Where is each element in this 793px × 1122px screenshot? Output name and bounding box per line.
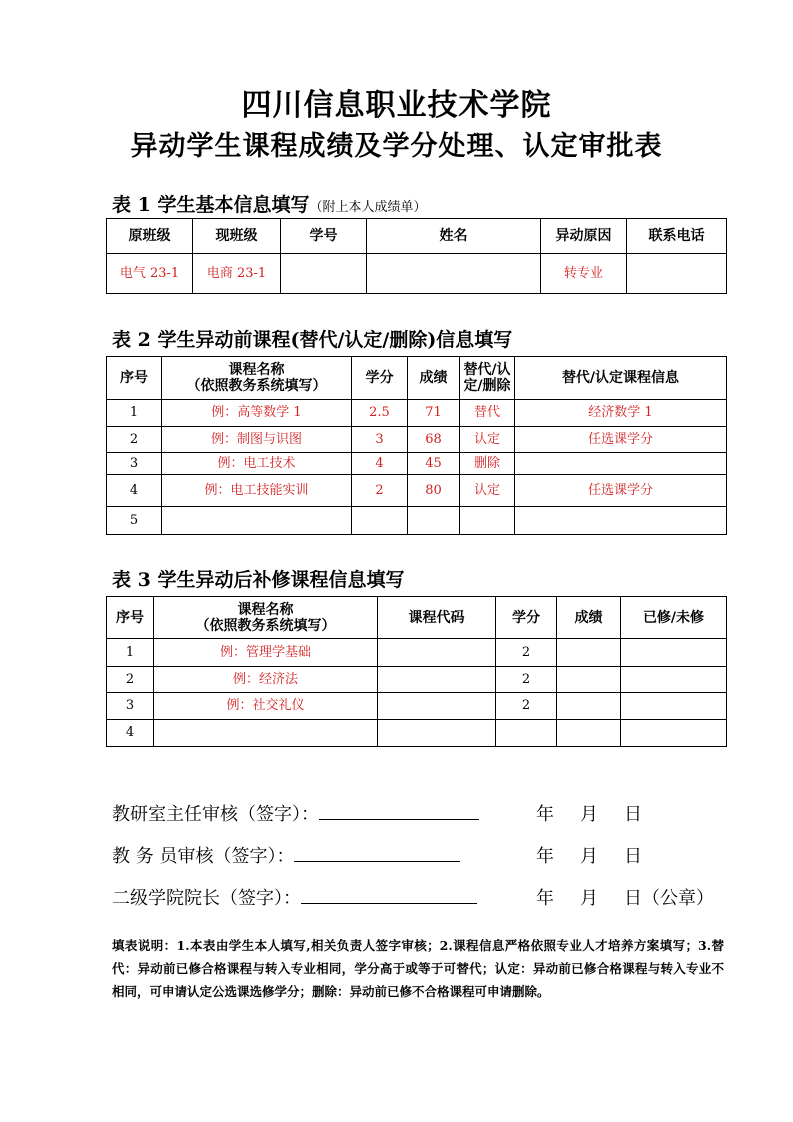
header-change-reason: 异动原因 [541, 219, 627, 254]
cell-credit[interactable] [352, 507, 408, 535]
prior-courses-table [106, 356, 727, 535]
cell-course-code[interactable] [378, 639, 496, 667]
cell-action[interactable]: 认定 [460, 475, 515, 507]
table3-heading: 表 3 学生异动后补修课程信息填写 [112, 569, 405, 591]
date-month: 月 [580, 846, 598, 867]
cell-score[interactable]: 45 [408, 453, 460, 475]
cell-score[interactable]: 80 [408, 475, 460, 507]
cell-course-name[interactable]: 例：管理学基础 [154, 639, 378, 667]
cell-course-name[interactable] [154, 720, 378, 747]
table1-heading [112, 190, 426, 217]
cell-score[interactable]: 68 [408, 427, 460, 453]
cell-score[interactable]: 71 [408, 400, 460, 427]
cell-replace-info[interactable] [515, 507, 727, 535]
cell-course-name[interactable] [162, 507, 352, 535]
signature-dean [112, 884, 477, 910]
table2-heading: 表 2 学生异动前课程(替代/认定/删除)信息填写 [112, 329, 513, 351]
cell-credit[interactable] [496, 720, 557, 747]
signature-director-line[interactable] [319, 803, 479, 820]
date-director [536, 800, 668, 826]
signature-clerk [112, 842, 460, 868]
cell-original-class[interactable]: 电气 23-1 [107, 254, 193, 294]
cell-completed[interactable] [621, 639, 727, 667]
cell-course-name[interactable]: 例：高等数学 1 [162, 400, 352, 427]
cell-replace-info[interactable] [515, 453, 727, 475]
cell-action[interactable]: 认定 [460, 427, 515, 453]
instructions-note: 填表说明：1.本表由学生本人填写,相关负责人签字审核；2.课程信息严格依照专业人才培养方案填写；3.替代：异动前已修合格课程与转入专业相同，学分高于或等于可替代；认定：异动前已修合格课程与转入专业不相同，可申请认定公选课选修学分；删除：异动前已修不合格课程可申请删除。 [112, 938, 724, 999]
date-day: 日 [624, 846, 642, 867]
cell-seq: 1 [107, 400, 162, 427]
signature-director [112, 800, 479, 826]
header-course-name: 课程名称 （依照教务系统填写） [154, 597, 378, 639]
cell-score[interactable] [557, 720, 621, 747]
cell-action[interactable]: 删除 [460, 453, 515, 475]
table-row [107, 507, 727, 535]
cell-seq: 2 [107, 427, 162, 453]
cell-credit[interactable]: 2.5 [352, 400, 408, 427]
cell-action[interactable] [460, 507, 515, 535]
date-month: 月 [580, 804, 598, 825]
header-course-name: 课程名称 （依照教务系统填写） [162, 357, 352, 400]
header-score: 成绩 [557, 597, 621, 639]
table-row [107, 400, 727, 427]
cell-seq: 2 [107, 667, 154, 693]
cell-phone[interactable] [627, 254, 727, 294]
header-completed: 已修/未修 [621, 597, 727, 639]
cell-current-class[interactable]: 电商 23-1 [193, 254, 281, 294]
cell-action[interactable]: 替代 [460, 400, 515, 427]
table1-heading-text: 表 1 学生基本信息填写 [112, 194, 310, 216]
cell-seq: 3 [107, 693, 154, 720]
signature-clerk-line[interactable] [294, 845, 460, 862]
cell-score[interactable] [557, 667, 621, 693]
header-seq: 序号 [107, 357, 162, 400]
cell-replace-info[interactable]: 任选课学分 [515, 427, 727, 453]
cell-score[interactable] [408, 507, 460, 535]
cell-seq: 3 [107, 453, 162, 475]
header-credit: 学分 [496, 597, 557, 639]
date-day: 日 [624, 804, 642, 825]
date-year: 年 [536, 888, 554, 909]
cell-course-name[interactable]: 例：制图与识图 [162, 427, 352, 453]
date-year: 年 [536, 804, 554, 825]
header-seq: 序号 [107, 597, 154, 639]
cell-replace-info[interactable]: 经济数学 1 [515, 400, 727, 427]
cell-course-code[interactable] [378, 693, 496, 720]
cell-course-name[interactable]: 例：经济法 [154, 667, 378, 693]
date-month: 月 [580, 888, 598, 909]
cell-course-name[interactable]: 例：社交礼仪 [154, 693, 378, 720]
cell-credit[interactable]: 2 [496, 693, 557, 720]
header-phone: 联系电话 [627, 219, 727, 254]
cell-score[interactable] [557, 639, 621, 667]
date-year: 年 [536, 846, 554, 867]
header-action: 替代/认 定/删除 [460, 357, 515, 400]
signature-clerk-label: 教 务 员审核（签字）： [112, 846, 295, 867]
school-title: 四川信息职业技术学院 [241, 88, 552, 123]
cell-completed[interactable] [621, 693, 727, 720]
cell-credit[interactable]: 2 [496, 639, 557, 667]
table-row [107, 427, 727, 453]
cell-course-name[interactable]: 例：电工技能实训 [162, 475, 352, 507]
table-row [107, 667, 727, 693]
header-course-code: 课程代码 [378, 597, 496, 639]
table1-note: （附上本人成绩单） [309, 200, 427, 215]
cell-seq: 4 [107, 720, 154, 747]
basic-info-table [106, 218, 727, 294]
signature-dean-line[interactable] [301, 887, 477, 904]
table-row [107, 639, 727, 667]
table-row [107, 475, 727, 507]
table-row [107, 693, 727, 720]
cell-course-code[interactable] [378, 720, 496, 747]
cell-score[interactable] [557, 693, 621, 720]
signature-director-label: 教研室主任审核（签字）： [112, 804, 319, 825]
signature-dean-label: 二级学院院长（签字）： [112, 888, 301, 909]
header-credit: 学分 [352, 357, 408, 400]
cell-seq: 5 [107, 507, 162, 535]
cell-credit[interactable]: 4 [352, 453, 408, 475]
header-name: 姓名 [367, 219, 541, 254]
cell-change-reason[interactable]: 转专业 [541, 254, 627, 294]
cell-seq: 4 [107, 475, 162, 507]
cell-credit[interactable]: 3 [352, 427, 408, 453]
table-row [107, 453, 727, 475]
cell-name[interactable] [367, 254, 541, 294]
cell-course-name[interactable]: 例：电工技术 [162, 453, 352, 475]
cell-completed[interactable] [621, 720, 727, 747]
cell-course-code[interactable] [378, 667, 496, 693]
form-title: 异动学生课程成绩及学分处理、认定审批表 [130, 131, 663, 162]
date-clerk [536, 842, 668, 868]
cell-credit[interactable]: 2 [352, 475, 408, 507]
header-replace-info: 替代/认定课程信息 [515, 357, 727, 400]
makeup-courses-table [106, 596, 727, 747]
date-day: 日（公章） [624, 888, 714, 909]
cell-seq: 1 [107, 639, 154, 667]
header-current-class: 现班级 [193, 219, 281, 254]
header-student-id: 学号 [281, 219, 367, 254]
cell-student-id[interactable] [281, 254, 367, 294]
cell-credit[interactable]: 2 [496, 667, 557, 693]
header-score: 成绩 [408, 357, 460, 400]
table-row [107, 720, 727, 747]
header-original-class: 原班级 [107, 219, 193, 254]
date-dean [536, 884, 740, 910]
cell-completed[interactable] [621, 667, 727, 693]
cell-replace-info[interactable]: 任选课学分 [515, 475, 727, 507]
